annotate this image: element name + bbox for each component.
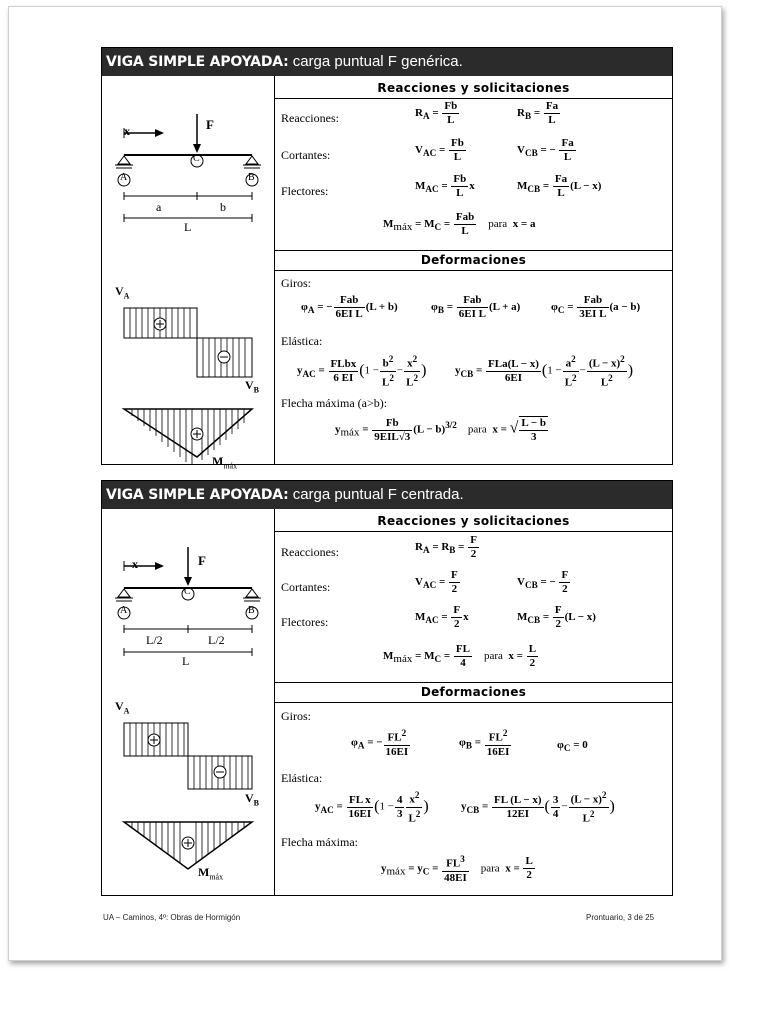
shear-b-label: V	[245, 791, 254, 805]
support-b-label: B	[248, 605, 255, 616]
dim-half-left-label: L/2	[146, 633, 163, 647]
label-shear: Cortantes:	[281, 148, 331, 162]
label-rotations: Giros:	[281, 276, 311, 290]
shear-label: V	[115, 284, 124, 298]
shear-label: V	[115, 699, 124, 713]
label-elastic: Elástica:	[281, 334, 323, 348]
panel-generic-load	[101, 47, 673, 471]
dim-half-right-label: L/2	[208, 633, 225, 647]
label-moments: Flectores:	[281, 615, 329, 629]
span-label: L	[182, 654, 190, 668]
section-heading-reactions: Reacciones y solicitaciones	[275, 79, 672, 99]
shear-diagram	[124, 723, 252, 789]
panel-title: VIGA SIMPLE APOYADA: carga puntual F genérica.	[102, 48, 672, 76]
beam-diagram: x F C A B a b L $V_A$ $V_B$ $M_{máx}$	[102, 76, 275, 464]
dim-a-label: a	[156, 200, 162, 214]
panel-title: VIGA SIMPLE APOYADA: carga puntual F centrada.	[102, 481, 672, 509]
beam-diagram: x F C A B L/2 L/2 L $V_A$ $V_B$ $M_{máx}$	[102, 509, 275, 895]
x-label: x	[124, 124, 130, 138]
label-reactions: Reacciones:	[281, 111, 339, 125]
section-heading-reactions: Reacciones y solicitaciones	[275, 512, 672, 532]
footer-course: UA – Caminos, 4º: Obras de Hormigón	[103, 913, 241, 922]
label-shear: Cortantes:	[281, 580, 331, 594]
support-c-label: C	[184, 586, 191, 597]
footer-page-number: Prontuario, 3 de 25	[586, 913, 655, 922]
support-b-label: B	[248, 172, 255, 183]
x-label: x	[132, 557, 138, 571]
moment-label: M	[198, 865, 210, 879]
load-label: F	[206, 117, 214, 132]
section-heading-deformations: Deformaciones	[275, 250, 672, 271]
label-elastic: Elástica:	[281, 771, 323, 785]
formulas-area: Reacciones y solicitaciones Reacciones: $R_A$ = $\frac{Fb}{L}$ $R_B$ = $\frac{Fa}{L}$ Cortantes: $V_{AC}$ = $\frac{Fb}{L}$ $V_{CB}$ = − $\frac{Fa}{L}$ Flectores: $M_{AC}$ = $\frac{Fb}{L}$ x $M_{CB}$ = $\frac{Fa}{L}$ (L − x) $M_{máx} = M_C$ = Fab L para x = a Deformaciones Giros: $\varphi_A$ = − Fab 6EI L (L + b) $\varphi_B$ = Fab 6EI L (L + a) $\varphi_C$ = Fab 3EI L (a − b) Elástica: $y_{AC}$ = FLbx 6 EI (1 − $\frac{b^2}{L^2}$ − $\frac{x^2}{L^2}$ ) $y_{CB}$ = FLa(L − x) 6EI (1 − $\frac{a^2}{L^2}$ − $\frac{(L - x)^2}{L^2}$ ) Flecha máxima (a>b): $y_{máx}$ = Fb 9EIL√3 $(L - b)^{3/2}$ para x = √ $\frac{L - b}{3}$	[275, 76, 672, 464]
label-max-deflection: Flecha máxima:	[281, 835, 358, 849]
shear-diagram	[124, 308, 252, 377]
span-label: L	[184, 220, 192, 234]
support-a-label: A	[120, 172, 128, 183]
label-max-deflection: Flecha máxima (a>b):	[281, 396, 388, 410]
label-rotations: Giros:	[281, 709, 311, 723]
dim-b-label: b	[220, 200, 226, 214]
label-reactions: Reacciones:	[281, 545, 339, 559]
shear-b-label: V	[245, 378, 254, 392]
panel-centered-load	[101, 480, 673, 896]
label-moments: Flectores:	[281, 184, 329, 198]
moment-diagram	[124, 822, 252, 869]
support-a-label: A	[120, 605, 128, 616]
load-label: F	[198, 553, 206, 568]
section-heading-deformations: Deformaciones	[275, 682, 672, 703]
formulas-area: Reacciones y solicitaciones Reacciones: $R_A = R_B$ = $\frac{F}{2}$ Cortantes: $V_{AC}$ = $\frac{F}{2}$ $V_{CB}$ = − $\frac{F}{2}$ Flectores: $M_{AC}$ = $\frac{F}{2}$ x $M_{CB}$ = $\frac{F}{2}$ (L − x) $M_{máx} = M_C$ = $\frac{FL}{4}$ para x = $\frac{L}{2}$ Deformaciones Giros: $\varphi_A$ = − $\frac{FL^2}{16EI}$ $\varphi_B$ = $\frac{FL^2}{16EI}$ $\varphi_C = 0$ Elástica: $y_{AC}$ = $\frac{\text{FL x}}{16EI}$ (1 − $\frac{4}{3}$ $\frac{x^2}{L^2}$ ) $y_{CB}$ = $\frac{FL (L - x)}{12EI}$ ( $\frac{3}{4}$ − $\frac{(L - x)^2}{L^2}$ ) Flecha máxima: $y_{máx} = y_C$ = $\frac{FL^3}{48EI}$ para x = $\frac{L}{2}$	[275, 509, 672, 895]
moment-label: M	[212, 454, 224, 468]
support-c-label: C	[193, 153, 200, 164]
